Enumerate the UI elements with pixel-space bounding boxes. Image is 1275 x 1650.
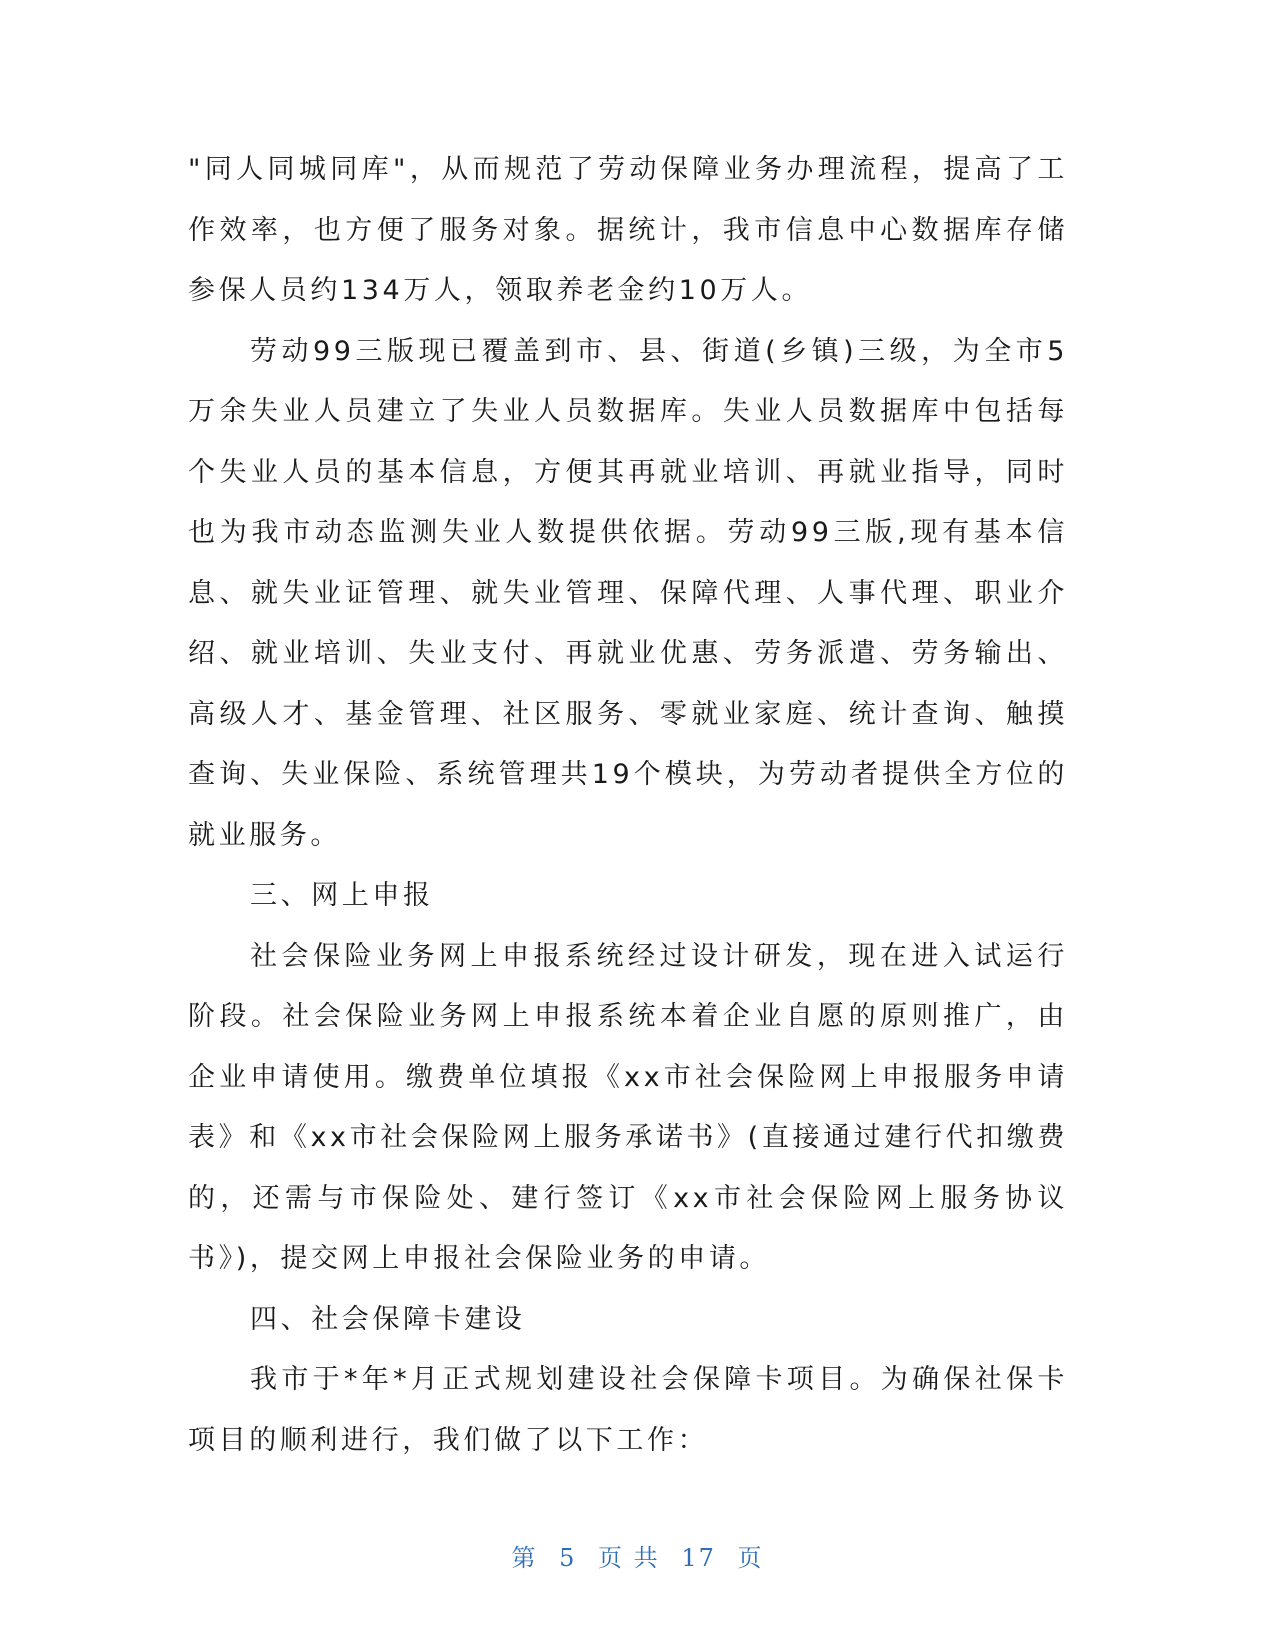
footer-prefix: 第 <box>511 1544 538 1572</box>
paragraph-continued: "同人同城同库"，从而规范了劳动保障业务办理流程，提高了工作效率，也方便了服务对象。据统计，我市信息中心数据库存储参保人员约134万人，领取养老金约10万人。 <box>188 154 1068 306</box>
section-heading-social-security-card: 四、社会保障卡建设 <box>250 1303 526 1335</box>
footer-middle: 页 共 <box>598 1544 660 1572</box>
body-text <box>188 140 1068 1471</box>
paragraph-labor-system: 劳动99三版现已覆盖到市、县、街道(乡镇)三级，为全市5万余失业人员建立了失业人员数据库。失业人员数据库中包括每个失业人员的基本信息，方便其再就业培训、再就业指导，同时也为我市动态监测失业人数提供依据。劳动99三版,现有基本信息、就失业证管理、就失业管理、保障代理、人事代理、职业介绍、就业培训、失业支付、再就业优惠、劳务派遣、劳务输出、高级人才、基金管理、社区服务、零就业家庭、统计查询、触摸查询、失业保险、系统管理共19个模块，为劳动者提供全方位的就业服务。 <box>188 335 1068 851</box>
footer-total-pages: 17 <box>681 1544 716 1572</box>
footer-suffix: 页 <box>737 1544 764 1572</box>
footer-current-page: 5 <box>559 1544 577 1572</box>
paragraph-online-filing: 社会保险业务网上申报系统经过设计研发，现在进入试运行阶段。社会保险业务网上申报系统本着企业自愿的原则推广，由企业申请使用。缴费单位填报《xx市社会保险网上申报服务申请表》和《xx市社会保险网上服务承诺书》(直接通过建行代扣缴费的，还需与市保险处、建行签订《xx市社会保险网上服务协议书》)，提交网上申报社会保险业务的申请。 <box>188 940 1068 1274</box>
page-footer <box>0 1538 1275 1573</box>
section-heading-online-filing: 三、网上申报 <box>250 880 434 911</box>
paragraph-social-security-card: 我市于*年*月正式规划建设社会保障卡项目。为确保社保卡项目的顺利进行，我们做了以下工作： <box>188 1364 1068 1456</box>
